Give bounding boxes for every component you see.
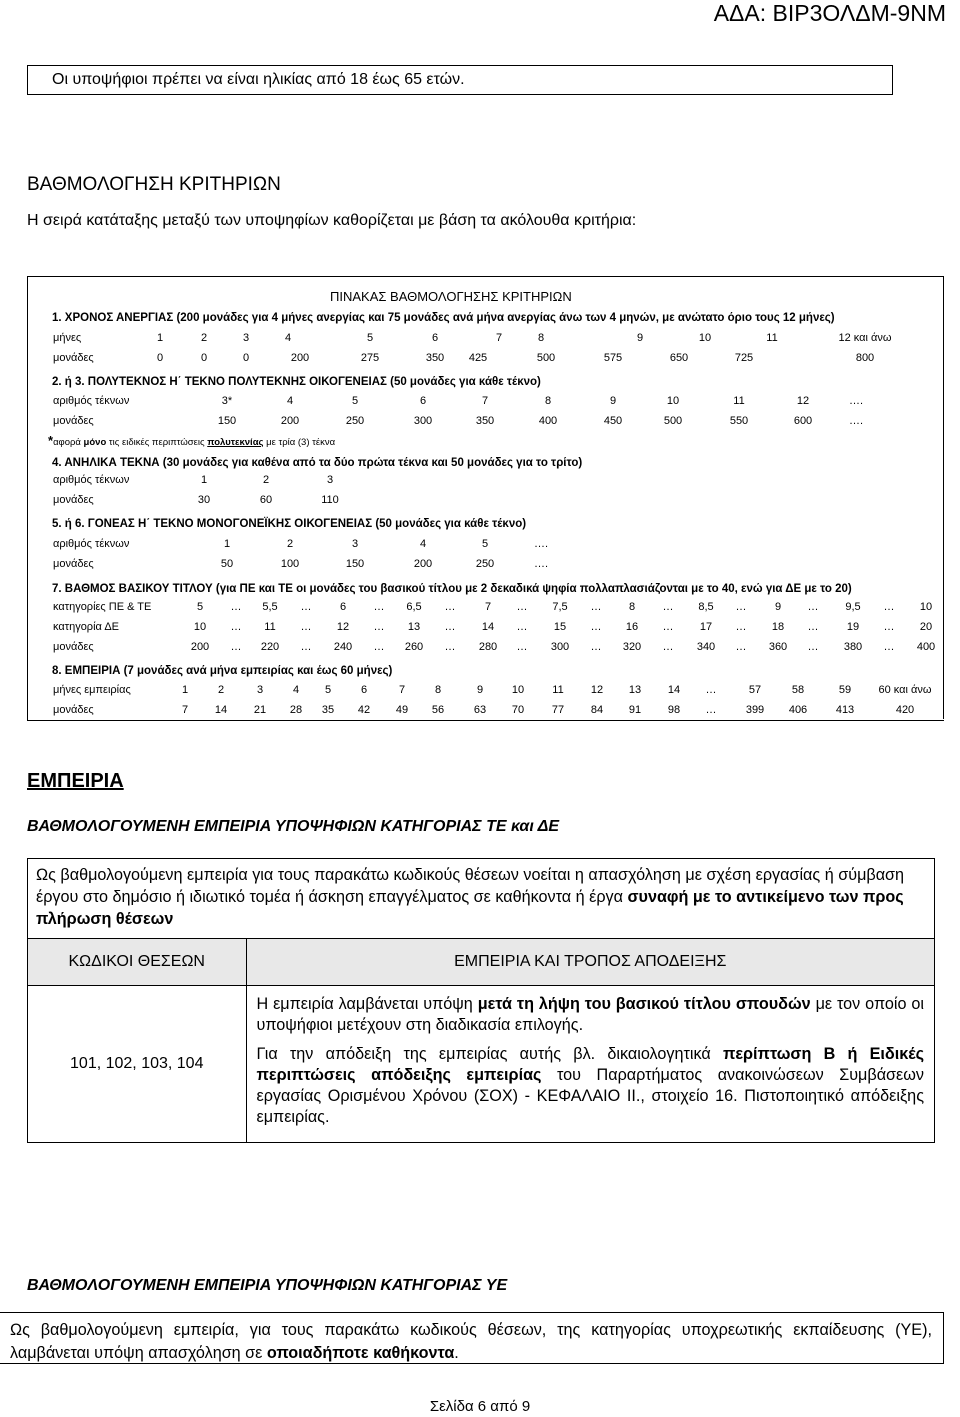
section-unemployment: 1. ΧΡΟΝΟΣ ΑΝΕΡΓΙΑΣ (200 μονάδες για 4 μήνες ανεργίας και 75 μονάδες ανά μήνα ανεργίας άνω των 4 μηνών, με ανώτατο όριο τους 12 μήνες) — [52, 312, 835, 324]
table-cell: 98 — [667, 704, 681, 716]
table-cell: … — [590, 601, 602, 613]
unemployment-months-row — [0, 332, 960, 346]
table-cell: …. — [848, 415, 864, 427]
table-cell: 9 — [609, 395, 617, 407]
table-cell: … — [807, 601, 819, 613]
table-cell: 10 — [698, 332, 712, 344]
col-header-codes: ΚΩΔΙΚΟΙ ΘΕΣΕΩΝ — [28, 939, 246, 986]
table-cell: 110 — [321, 494, 339, 506]
section-degree: 7. ΒΑΘΜΟΣ ΒΑΣΙΚΟΥ ΤΙΤΛΟΥ (για ΠΕ και ΤΕ οι μονάδες του βασικού τίτλου με 2 δεκαδικά ψηφία πολλαπλασιάζονται με το 40, ενώ για ΔΕ με το 20) — [52, 583, 852, 595]
table-cell: … — [807, 641, 819, 653]
table-cell: 7 — [484, 601, 492, 613]
table-cell: 10 — [919, 601, 933, 613]
table-cell: 7 — [495, 332, 503, 344]
table-cell: 3 — [242, 332, 250, 344]
degree-pe-te-row — [0, 601, 960, 615]
ada-code: ΑΔΑ: ΒΙΡ3ΟΛΔΜ-9ΝΜ — [713, 0, 946, 26]
table-cell: … — [662, 601, 674, 613]
table-cell: 100 — [280, 558, 300, 570]
table-cell: … — [883, 641, 895, 653]
table-cell: 350 — [425, 352, 445, 364]
table-cell: 2 — [286, 538, 294, 550]
table-cell: 8 — [434, 684, 442, 696]
table-cell: 200 — [280, 415, 300, 427]
degree-points-row-label: μονάδες — [53, 641, 94, 653]
experience-codes-table — [28, 938, 934, 1142]
table-cell: 5 — [481, 538, 489, 550]
table-cell: 280 — [478, 641, 498, 653]
table-cell: 5 — [366, 332, 374, 344]
table-cell: 77 — [551, 704, 565, 716]
table-cell: 500 — [536, 352, 556, 364]
table-cell: 399 — [745, 704, 765, 716]
table-cell: 0 — [156, 352, 164, 364]
scoring-intro: Η σειρά κατάταξης μεταξύ των υποψηφίων καθορίζεται με βάση τα ακόλουθα κριτήρια: — [27, 212, 637, 229]
table-cell: 12 και άνω — [838, 332, 892, 344]
single-parent-children-row-label: αριθμός τέκνων — [53, 538, 130, 550]
table-cell: 4 — [284, 332, 292, 344]
experience-points-row-label: μονάδες — [53, 704, 94, 716]
table-cell: 425 — [468, 352, 488, 364]
table-cell: … — [516, 601, 528, 613]
table-cell: 70 — [511, 704, 525, 716]
age-notice: Οι υποψήφιοι πρέπει να είναι ηλικίας από 18 έως 65 ετών. — [52, 71, 465, 88]
table-cell: 5 — [196, 601, 204, 613]
minor-children-row — [0, 474, 960, 488]
age-notice-box — [27, 65, 893, 95]
table-cell: 413 — [835, 704, 855, 716]
table-cell: 14 — [214, 704, 228, 716]
degree-points-row — [0, 641, 960, 655]
table-cell: 30 — [197, 494, 211, 506]
table-cell: … — [230, 601, 242, 613]
table-cell: 550 — [729, 415, 749, 427]
table-cell: 1 — [181, 684, 189, 696]
table-cell: … — [373, 601, 385, 613]
experience-months-row — [0, 684, 960, 698]
table-cell: 1 — [200, 474, 208, 486]
table-cell: 9,5 — [845, 601, 861, 613]
table-cell: 20 — [919, 621, 933, 633]
table-cell: 9 — [636, 332, 644, 344]
table-cell: 200 — [190, 641, 210, 653]
table-cell: 320 — [622, 641, 642, 653]
section-experience: 8. ΕΜΠΕΙΡΙΑ (7 μονάδες ανά μήνα εμπειρίας και έως 60 μήνες) — [52, 665, 393, 677]
degree-pe-te-row-label: κατηγορίες ΠΕ & ΤΕ — [53, 601, 152, 613]
ye-text: Ως βαθμολογούμενη εμπειρία, για τους παρακάτω κωδικούς θέσεων, της κατηγορίας υποχρεωτικής εκπαίδευσης (ΥΕ), λαμβάνεται υπόψη απασχόληση σε οποιαδήποτε καθήκοντα. — [10, 1321, 932, 1362]
minor-children-points-row-label: μονάδες — [53, 494, 94, 506]
table-cell: 63 — [473, 704, 487, 716]
table-cell: … — [883, 601, 895, 613]
table-cell: 6,5 — [406, 601, 422, 613]
large-family-points-row-label: μονάδες — [53, 415, 94, 427]
table-cell: … — [705, 704, 717, 716]
table-cell: 4 — [292, 684, 300, 696]
table-cell: 3* — [221, 395, 233, 407]
table-cell: …. — [848, 395, 864, 407]
table-cell: 406 — [788, 704, 808, 716]
large-family-children-row — [0, 395, 960, 409]
table-cell: … — [590, 641, 602, 653]
table-cell: 400 — [916, 641, 936, 653]
table-cell: 500 — [663, 415, 683, 427]
table-cell: 200 — [290, 352, 310, 364]
unemployment-months-row-label: μήνες — [53, 332, 82, 344]
table-cell: 300 — [550, 641, 570, 653]
table-cell: 56 — [431, 704, 445, 716]
position-codes: 101, 102, 103, 104 — [28, 986, 246, 1143]
single-parent-points-row — [0, 558, 960, 572]
table-cell: 275 — [360, 352, 380, 364]
table-cell: 15 — [553, 621, 567, 633]
table-cell: 7 — [481, 395, 489, 407]
table-cell: … — [300, 641, 312, 653]
table-cell: 12 — [590, 684, 604, 696]
table-cell: … — [662, 641, 674, 653]
table-cell: 21 — [253, 704, 267, 716]
table-cell: 35 — [321, 704, 335, 716]
table-cell: 0 — [200, 352, 208, 364]
unemployment-points-row-label: μονάδες — [53, 352, 94, 364]
experience-box — [27, 858, 935, 1143]
table-cell: … — [230, 621, 242, 633]
table-cell: …. — [533, 558, 549, 570]
table-cell: 9 — [774, 601, 782, 613]
table-cell: 3 — [351, 538, 359, 550]
table-cell: 150 — [345, 558, 365, 570]
table-cell: … — [300, 621, 312, 633]
table-cell: 3 — [326, 474, 334, 486]
ye-box — [0, 1312, 944, 1364]
section-large-family: 2. ή 3. ΠΟΛΥΤΕΚΝΟΣ Η΄ ΤΕΚΝΟ ΠΟΛΥΤΕΚΝΗΣ ΟΙΚΟΓΕΝΕΙΑΣ (50 μονάδες για κάθε τέκνο) — [52, 376, 541, 388]
table-cell: … — [662, 621, 674, 633]
table-cell: 200 — [413, 558, 433, 570]
large-family-note: *αφορά μόνο τις ειδικές περιπτώσεις πολυτεκνίας με τρία (3) τέκνα — [48, 433, 336, 448]
table-cell: 6 — [339, 601, 347, 613]
table-cell: 11 — [733, 395, 745, 407]
table-cell: 49 — [395, 704, 409, 716]
table-cell: 8 — [537, 332, 545, 344]
table-cell: … — [705, 684, 717, 696]
table-cell: 7 — [398, 684, 406, 696]
table-cell: 28 — [289, 704, 303, 716]
ye-title: ΒΑΘΜΟΛΟΓΟΥΜΕΝΗ ΕΜΠΕΙΡΙΑ ΥΠΟΨΗΦΙΩΝ ΚΑΤΗΓΟΡΙΑΣ ΥΕ — [27, 1277, 508, 1294]
minor-children-points-row — [0, 494, 960, 508]
scoring-title: ΒΑΘΜΟΛΟΓΗΣΗ ΚΡΙΤΗΡΙΩΝ — [27, 174, 281, 195]
unemployment-points-row — [0, 352, 960, 366]
table-cell: 350 — [475, 415, 495, 427]
table-cell: 17 — [699, 621, 713, 633]
table-cell: … — [373, 641, 385, 653]
page-number: Σελίδα 6 από 9 — [429, 1398, 531, 1415]
table-cell: 260 — [404, 641, 424, 653]
table-cell: … — [735, 641, 747, 653]
table-cell: 300 — [413, 415, 433, 427]
table-cell: 13 — [628, 684, 642, 696]
table-cell: 14 — [667, 684, 681, 696]
table-cell: 10 — [511, 684, 525, 696]
table-cell: 8 — [544, 395, 552, 407]
criteria-table-title: ΠΙΝΑΚΑΣ ΒΑΘΜΟΛΟΓΗΣΗΣ ΚΡΙΤΗΡΙΩΝ — [330, 289, 572, 304]
table-cell: 50 — [220, 558, 234, 570]
table-cell: … — [735, 621, 747, 633]
table-cell: … — [444, 641, 456, 653]
table-cell: 250 — [475, 558, 495, 570]
table-cell: … — [516, 641, 528, 653]
table-cell: … — [230, 641, 242, 653]
large-family-children-row-label: αριθμός τέκνων — [53, 395, 130, 407]
experience-months-row-label: μήνες εμπειρίας — [53, 684, 131, 696]
table-cell: … — [300, 601, 312, 613]
table-cell: 18 — [771, 621, 785, 633]
experience-definition: Ως βαθμολογούμενη εμπειρία για τους παρακάτω κωδικούς θέσεων νοείται η απασχόληση με σχέση εργασίας ή σύμβαση έργου στο δημόσιο ή ιδιωτικό τομέα ή άσκηση επαγγέλματος σε καθήκοντα ή έργα συναφή με το αντικείμενο των προς πλήρωση θέσεων — [36, 866, 905, 928]
table-cell: 60 — [259, 494, 273, 506]
table-cell: 2 — [217, 684, 225, 696]
table-cell: 6 — [360, 684, 368, 696]
table-cell: 16 — [625, 621, 639, 633]
table-cell: 59 — [838, 684, 852, 696]
table-cell: 13 — [407, 621, 421, 633]
experience-description: Η εμπειρία λαμβάνεται υπόψη μετά τη λήψη του βασικού τίτλου σπουδών με τον οποίο οι υποψήφιοι μετέχουν στη διαδικασία επιλογής. Για την απόδειξη της εμπειρίας αυτής βλ. δικαιολογητικά περίπτωση Β ή Ειδικές περιπτώσεις απόδειξης εμπειρίας του Παραρτήματος ανακοινώσεων Συμβάσεων εργασίας Ορισμένου Χρόνου (ΣΟΧ) - ΚΕΦΑΛΑΙΟ ΙΙ., στοιχείο 16. Πιστοποιητικό απόδειξης εμπειρίας. — [246, 986, 934, 1143]
table-cell: 3 — [256, 684, 264, 696]
table-cell: 91 — [628, 704, 642, 716]
col-header-desc: ΕΜΠΕΙΡΙΑ ΚΑΙ ΤΡΟΠΟΣ ΑΠΟΔΕΙΞΗΣ — [246, 939, 934, 986]
table-cell: … — [807, 621, 819, 633]
table-cell: 725 — [734, 352, 754, 364]
table-cell: 8 — [628, 601, 636, 613]
table-cell: 14 — [481, 621, 495, 633]
table-cell: 12 — [796, 395, 810, 407]
table-cell: 42 — [357, 704, 371, 716]
table-cell: 8,5 — [698, 601, 714, 613]
table-cell: … — [590, 621, 602, 633]
table-cell: 7,5 — [552, 601, 568, 613]
table-cell: 11 — [552, 684, 564, 696]
table-cell: 250 — [345, 415, 365, 427]
table-cell: 380 — [843, 641, 863, 653]
section-single-parent: 5. ή 6. ΓΟΝΕΑΣ Η΄ ΤΕΚΝΟ ΜΟΝΟΓΟΝΕΪΚΗΣ ΟΙΚΟΓΕΝΕΙΑΣ (50 μονάδες για κάθε τέκνο) — [52, 518, 527, 530]
table-cell: 340 — [696, 641, 716, 653]
table-cell: 220 — [260, 641, 280, 653]
table-cell: 600 — [793, 415, 813, 427]
table-cell: 575 — [603, 352, 623, 364]
table-cell: 60 και άνω — [878, 684, 932, 696]
table-cell: 5 — [324, 684, 332, 696]
table-cell: 11 — [264, 621, 276, 633]
experience-points-row — [0, 704, 960, 718]
table-cell: 11 — [766, 332, 778, 344]
table-cell: 57 — [748, 684, 762, 696]
table-cell: … — [444, 601, 456, 613]
table-cell: … — [444, 621, 456, 633]
experience-definition-bold: συναφή με το αντικείμενο των προς πλήρωση θέσεων — [36, 888, 904, 928]
table-cell: 7 — [181, 704, 189, 716]
section-minor-children: 4. ΑΝΗΛΙΚΑ ΤΕΚΝΑ (30 μονάδες για καθένα από τα δύο πρώτα τέκνα και 50 μονάδες για το τρίτο) — [52, 457, 583, 469]
table-cell: 400 — [538, 415, 558, 427]
experience-subtitle: ΒΑΘΜΟΛΟΓΟΥΜΕΝΗ ΕΜΠΕΙΡΙΑ ΥΠΟΨΗΦΙΩΝ ΚΑΤΗΓΟΡΙΑΣ ΤΕ και ΔΕ — [27, 818, 560, 835]
table-cell: 6 — [419, 395, 427, 407]
table-cell: 10 — [666, 395, 680, 407]
table-cell: 58 — [791, 684, 805, 696]
table-cell: 450 — [603, 415, 623, 427]
table-cell: 1 — [156, 332, 164, 344]
experience-title: ΕΜΠΕΙΡΙΑ — [27, 770, 124, 792]
table-cell: 5 — [351, 395, 359, 407]
table-cell: 4 — [419, 538, 427, 550]
table-cell: … — [735, 601, 747, 613]
single-parent-children-row — [0, 538, 960, 552]
table-cell: 4 — [286, 395, 294, 407]
table-cell: …. — [533, 538, 549, 550]
large-family-points-row — [0, 415, 960, 429]
table-cell: 360 — [768, 641, 788, 653]
table-cell: 12 — [336, 621, 350, 633]
table-cell: 0 — [242, 352, 250, 364]
table-cell: 9 — [476, 684, 484, 696]
table-cell: … — [373, 621, 385, 633]
table-cell: 240 — [333, 641, 353, 653]
table-cell: 2 — [262, 474, 270, 486]
table-cell: 150 — [217, 415, 237, 427]
single-parent-points-row-label: μονάδες — [53, 558, 94, 570]
degree-de-row — [0, 621, 960, 635]
table-cell: … — [516, 621, 528, 633]
table-cell: 10 — [193, 621, 207, 633]
table-cell: 5,5 — [262, 601, 278, 613]
table-cell: 6 — [431, 332, 439, 344]
table-cell: 19 — [846, 621, 860, 633]
table-cell: 420 — [895, 704, 915, 716]
degree-de-row-label: κατηγορία ΔΕ — [53, 621, 119, 633]
table-cell: 84 — [590, 704, 604, 716]
table-cell: 650 — [669, 352, 689, 364]
table-cell: 2 — [200, 332, 208, 344]
minor-children-row-label: αριθμός τέκνων — [53, 474, 130, 486]
table-cell: 800 — [855, 352, 875, 364]
table-cell: 1 — [223, 538, 231, 550]
table-cell: … — [883, 621, 895, 633]
